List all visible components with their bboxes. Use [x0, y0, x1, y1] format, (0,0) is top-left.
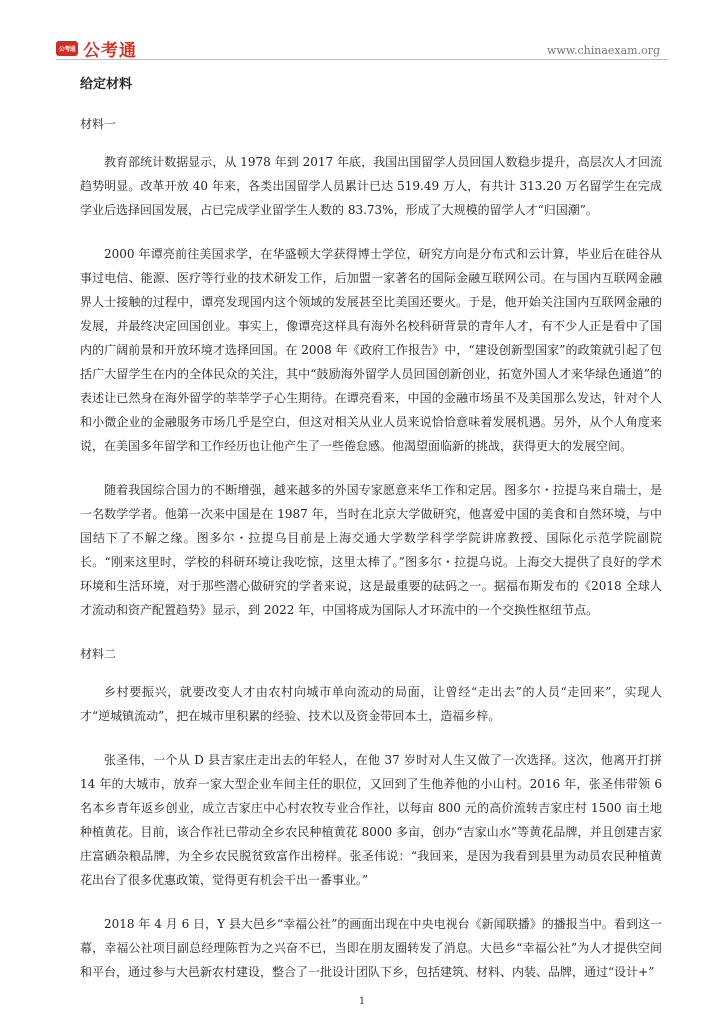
material-2-paragraph-1: 乡村要振兴，就要改变人才由农村向城市单向流动的局面，让曾经“走出去”的人员“走回来”，实现人才“逆城镇流动”，把在城市里积累的经验、技术以及资金带回本土，造福乡梓。 — [80, 685, 662, 723]
logo-text: 公考通 — [83, 41, 137, 61]
section-heading: 给定材料 — [80, 77, 133, 92]
material-1-paragraph-1: 教育部统计数据显示，从 1978 年到 2017 年底，我国出国留学人员回国人数稳步提升，高层次人才回流趋势明显。改革开放 40 年来，各类出国留学人员累计已达 519.49 万人，有共计 313.20 万名留学生在完成学业后选择回国发展，占已完成学业留学生人数的 83.73%，形成了大规模的留学人才“归国潮”。 — [80, 155, 662, 217]
logo[interactable] — [56, 36, 137, 61]
logo-icon: 公考通 — [56, 41, 78, 56]
document-body — [80, 72, 662, 984]
material-1-paragraph-3: 随着我国综合国力的不断增强，越来越多的外国专家愿意来华工作和定居。图多尔・拉提乌来自瑞士，是一名数学学者。他第一次来中国是在 1987 年，当时在北京大学做研究，他喜爱中国的美食和自然环境，与中国结下了不解之缘。图多尔・拉提乌目前是上海交通大学数学科学学院讲席教授、国际化示范学院副院长。“刚来这里时，学校的科研环境让我吃惊，这里太棒了。”图多尔・拉提乌说。上海交大提供了良好的学术环境和生活环境，对于那些潜心做研究的学者来说，这是最重要的砝码之一。据福布斯发布的《2018 全球人才流动和资产配置趋势》显示，到 2022 年，中国将成为国际人才环流中的一个交换性枢纽节点。 — [80, 483, 662, 617]
material-1-label: 材料一 — [80, 117, 117, 131]
material-2-paragraph-2: 张圣伟，一个从 D 县吉家庄走出去的年轻人，在他 37 岁时对人生又做了一次选择。这次，他离开打拼 14 年的大城市，放弃一家大型企业车间主任的职位，又回到了生他养他的小山村。2016 年，张圣伟带领 6 名本乡青年返乡创业，成立吉家庄中心村农牧专业合作社，以每亩 800 元的高价流转吉家庄村 1500 亩土地种植黄花。目前，该合作社已带动全乡农民种植黄花 8000 多亩，创办“吉家山水”等黄花品牌，并且创建吉家庄富硒杂粮品牌，为全乡农民脱贫致富作出榜样。张圣伟说：“我回来，是因为我看到县里为动员农民种植黄花出台了很多优惠政策，觉得更有机会干出一番事业。” — [80, 753, 662, 887]
page-header — [0, 0, 724, 62]
site-url[interactable]: www.chinaexam.org — [547, 44, 660, 57]
material-2-label: 材料二 — [80, 647, 117, 661]
header-divider — [56, 59, 668, 60]
material-2-paragraph-3: 2018 年 4 月 6 日，Y 县大邑乡“幸福公社”的画面出现在中央电视台《新闻联播》的播报当中。看到这一幕，幸福公社项目副总经理陈哲为之兴奋不已，当即在朋友圈转发了消息。大邑乡“幸福公社”为人才提供空间和平台，通过参与大邑新农村建设，整合了一批设计团队下乡，包括建筑、材料、内装、品牌，通过“设计+” — [80, 917, 662, 979]
material-1-paragraph-2: 2000 年谭亮前往美国求学，在华盛顿大学获得博士学位，研究方向是分布式和云计算，毕业后在硅谷从事过电信、能源、医疗等行业的技术研发工作，后加盟一家著名的国际金融互联网公司。在与国内互联网金融界人士接触的过程中，谭亮发现国内这个领域的发展甚至比美国还要火。于是，他开始关注国内互联网金融的发展，并最终决定回国创业。事实上，像谭亮这样具有海外名校科研背景的青年人才，有不少人正是看中了国内的广阔前景和开放环境才选择回国。在 2008 年《政府工作报告》中，“建设创新型国家”的政策就引起了包括广大留学生在内的全体民众的关注，其中“鼓励海外留学人员回国创新创业，拓宽外国人才来华绿色通道”的表述让已然身在海外留学的莘莘学子心生期待。在谭亮看来，中国的金融市场虽不及美国那么发达，针对个人和小微企业的金融服务市场几乎是空白，但这对相关从业人员来说恰恰意味着发展机遇。另外，从个人角度来说，在美国多年留学和工作经历也让他产生了一些倦怠感。他渴望面临新的挑战，获得更大的发展空间。 — [80, 247, 662, 453]
page-number: 1 — [358, 996, 366, 1007]
